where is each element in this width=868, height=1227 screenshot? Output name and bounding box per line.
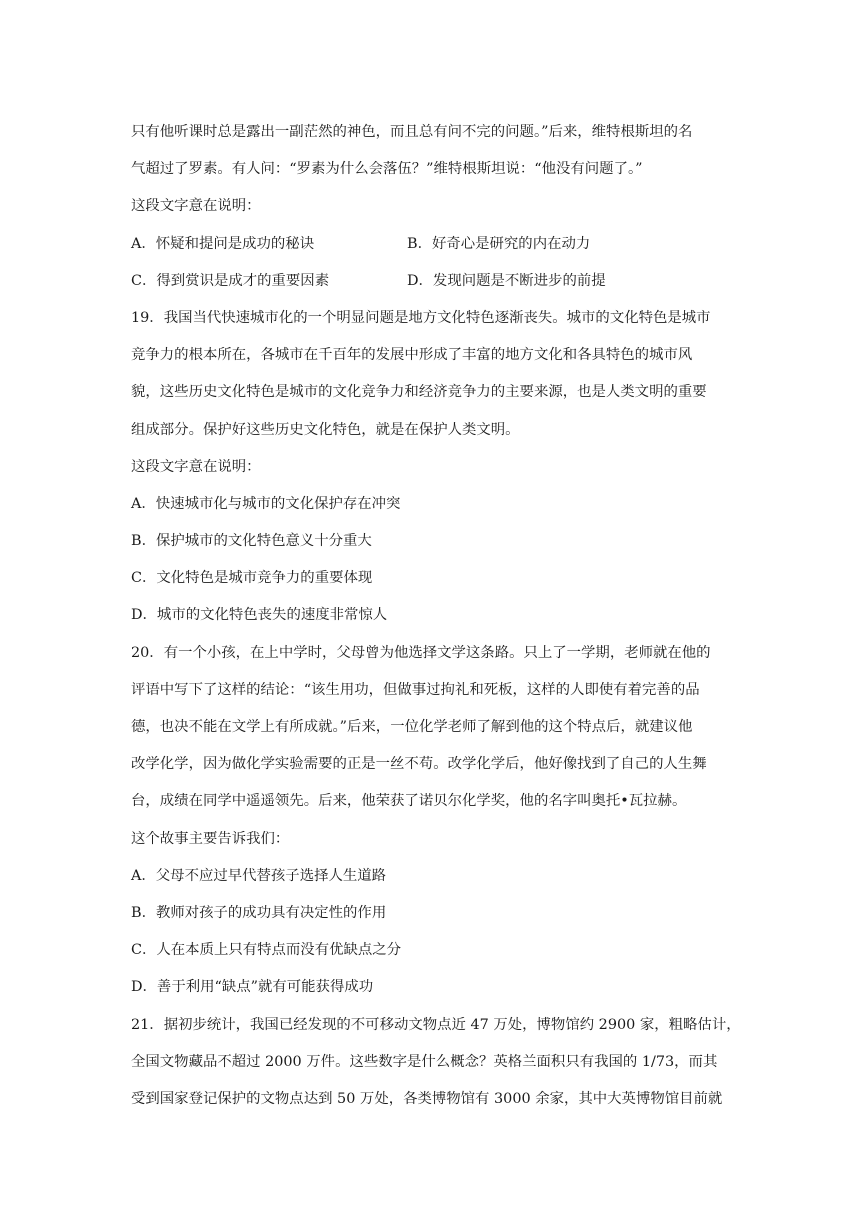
q19-line-4: 组成部分。保护好这些历史文化特色，就是在保护人类文明。 <box>131 421 520 438</box>
q20-prompt: 这个故事主要告诉我们： <box>131 830 290 847</box>
q19-option-b: B．保护城市的文化特色意义十分重大 <box>131 533 372 550</box>
q20-line-5: 台，成绩在同学中遥遥领先。后来，他荣获了诺贝尔化学奖，他的名字叫奥托•瓦拉赫。 <box>131 793 687 810</box>
intro-option-c: C．得到赏识是成才的重要因素 <box>131 272 330 289</box>
q20-option-b: B．教师对孩子的成功具有决定性的作用 <box>131 904 387 921</box>
q21-line-2: 全国文物藏品不超过 2000 万件。这些数字是什么概念？英格兰面积只有我国的 1/73，而其 <box>131 1053 718 1070</box>
intro-options-row-1 <box>131 226 771 263</box>
intro-option-d: D．发现问题是不断进步的前提 <box>407 272 606 289</box>
q19-line-1: 19．我国当代快速城市化的一个明显问题是地方文化特色逐渐丧失。城市的文化特色是城市 <box>131 309 711 326</box>
intro-options-row-2 <box>131 263 771 300</box>
q19-option-a: A．快速城市化与城市的文化保护存在冲突 <box>131 495 401 512</box>
q19-option-d: D．城市的文化特色丧失的速度非常惊人 <box>131 607 388 624</box>
q21-line-3: 受到国家登记保护的文物点达到 50 万处，各类博物馆有 3000 余家，其中大英博物馆目前就 <box>131 1090 723 1107</box>
document-page <box>131 114 771 1118</box>
q20-option-d: D．善于利用“缺点”就有可能获得成功 <box>131 979 374 996</box>
q20-line-2: 评语中写下了这样的结论：“该生用功，但做事过拘礼和死板，这样的人即使有着完善的品 <box>131 681 700 698</box>
q20-line-4: 改学化学，因为做化学实验需要的正是一丝不苟。改学化学后，他好像找到了自己的人生舞 <box>131 756 707 773</box>
q19-line-2: 竞争力的根本所在，各城市在千百年的发展中形成了丰富的地方文化和各具特色的城市风 <box>131 347 693 364</box>
q21-line-1: 21．据初步统计，我国已经发现的不可移动文物点近 47 万处，博物馆约 2900 家，粗略估计， <box>131 1016 741 1033</box>
intro-line-1: 只有他听课时总是露出一副茫然的神色，而且总有问不完的问题。”后来，维特根斯坦的名 <box>131 124 693 140</box>
q19-line-3: 貌，这些历史文化特色是城市的文化竞争力和经济竞争力的主要来源，也是人类文明的重要 <box>131 384 707 401</box>
q19-option-c: C．文化特色是城市竞争力的重要体现 <box>131 570 373 587</box>
intro-prompt: 这段文字意在说明： <box>131 198 261 215</box>
q20-option-c: C．人在本质上只有特点而没有优缺点之分 <box>131 942 402 959</box>
intro-line-2: 气超过了罗素。有人问：“罗素为什么会落伍？”维特根斯坦说：“他没有问题了。” <box>131 161 643 178</box>
intro-option-b: B．好奇心是研究的内在动力 <box>407 235 591 252</box>
q20-line-3: 德，也决不能在文学上有所成就。”后来，一位化学老师了解到他的这个特点后，就建议他 <box>131 719 693 735</box>
intro-option-a: A．怀疑和提问是成功的秘诀 <box>131 235 315 252</box>
q20-line-1: 20．有一个小孩，在上中学时，父母曾为他选择文学这条路。只上了一学期，老师就在他的 <box>131 644 711 661</box>
q19-prompt: 这段文字意在说明： <box>131 458 261 475</box>
q20-option-a: A．父母不应过早代替孩子选择人生道路 <box>131 867 387 884</box>
